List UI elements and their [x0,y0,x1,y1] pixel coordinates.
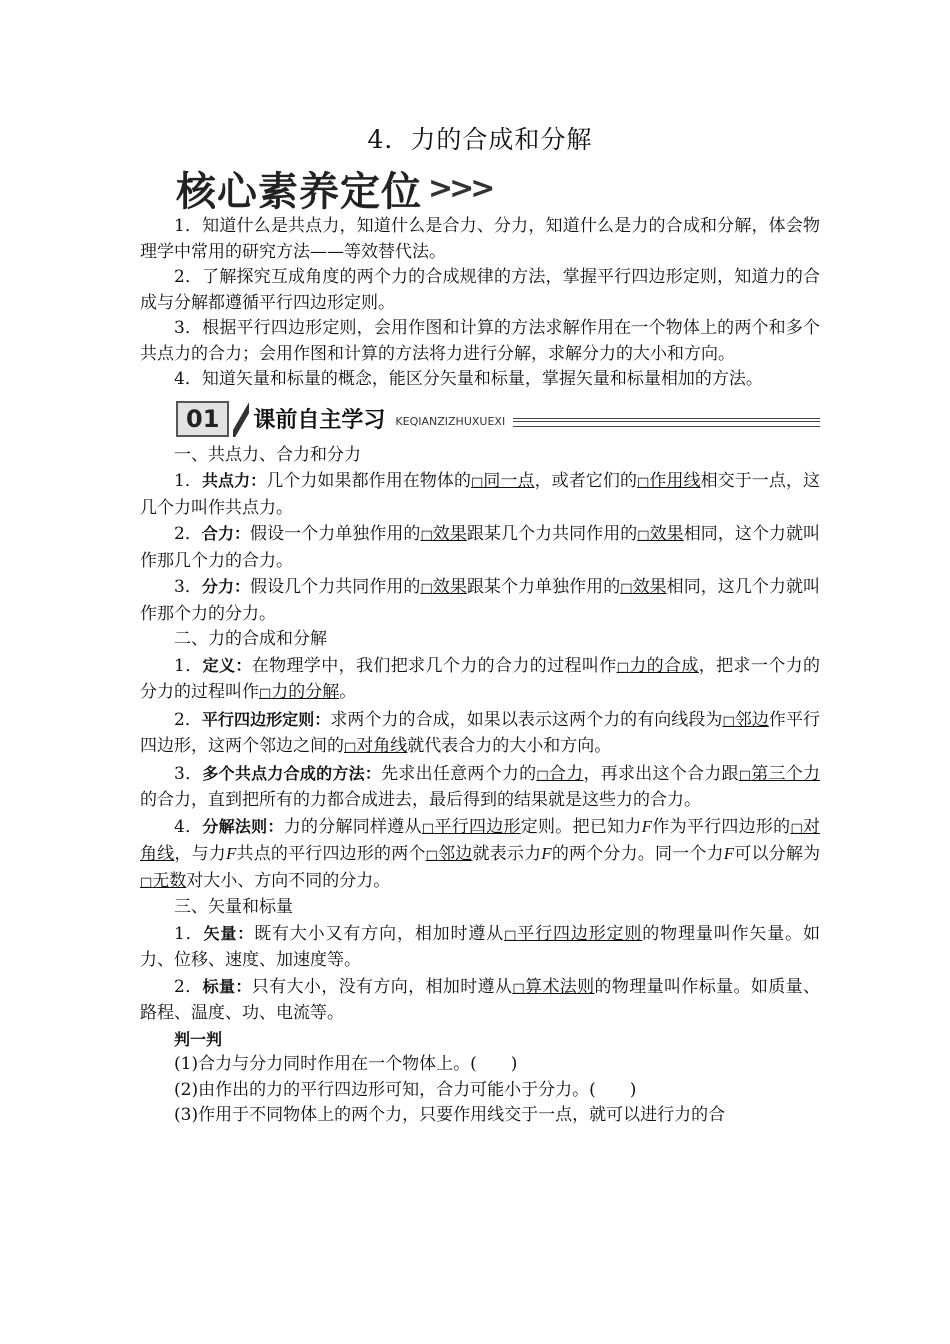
heading-3: 三、矢量和标量 [174,897,293,917]
scalar-para: 2．标量：只有大小，没有方向，相加时遵从□ 算术法则的物理量叫作标量。如质量、路程、温度、功、电流等。 [140,974,820,1027]
blank-answer: □ 第三个力 [739,764,820,784]
blank-answer: □ 效果 [420,577,466,597]
term: 定义： [202,655,252,675]
term: 矢量： [203,923,255,943]
blank-answer: □ 平行四边形定则 [504,924,642,944]
section-pinyin: KEQIANZIZHUXUEXI [395,415,506,428]
resultant-force-para: 2．合力：假设一个力单独作用的□ 效果跟某几个力共同作用的□ 效果相同，这个力就叫作那几个力的合力。 [140,521,820,574]
section-header [176,399,820,439]
blank-answer: □ 算术法则 [512,977,594,997]
term: 标量： [202,976,252,996]
blank-answer: □ 对角线 [344,736,407,756]
blank-answer: □ 对角线 [140,817,820,865]
blank-answer: □ 邻边 [426,844,473,864]
multi-force-para: 3．多个共点力合成的方法：先求出任意两个力的□ 合力，再求出这个合力跟□ 第三个力的合力，直到把所有的力都合成进去，最后得到的结果就是这些力的合力。 [140,761,820,814]
blank-answer: □ 效果 [620,577,666,597]
objective-2: 2．了解探究互成角度的两个力的合成规律的方法，掌握平行四边形定则，知道力的合成与分解都遵循平行四边形定则。 [140,267,820,313]
core-literacy-banner [176,162,820,214]
decomposition-rule-para: 4．分解法则：力的分解同样遵从□ 平行四边形定则。把已知力F作为平行四边形的□ 对角线，与力F共点的平行四边形的两个□ 邻边就表示力F的两个分力。同一个力F可以分解为□ 无数对大小、方向不同的分力。 [140,814,820,896]
term: 平行四边形定则： [201,709,331,729]
slash-icon [233,401,249,437]
blank-answer: □ 效果 [420,524,466,544]
document-page [140,120,820,1129]
term: 分解法则： [202,816,284,836]
page-title: 4．力的合成和分解 [367,125,593,154]
section-title: 课前自主学习 [253,408,386,433]
section-number: 01 [176,401,229,437]
parallelogram-rule-para: 2．平行四边形定则：求两个力的合成，如果以表示这两个力的有向线段为□ 邻边作平行四边形，这两个邻边之间的□ 对角线就代表合力的大小和方向。 [140,707,820,761]
judge-item: (3)作用于不同物体上的两个力，只要作用线交于一点，就可以进行力的合 [174,1105,726,1125]
judge-item: (2)由作出的力的平行四边形可知，合力可能小于分力。( ) [174,1079,637,1100]
blank-answer: □ 邻边 [722,710,768,730]
judge-item: (1)合力与分力同时作用在一个物体上。( ) [174,1054,518,1074]
blank-answer: □ 作用线 [637,471,701,491]
heading-2: 二、力的合成和分解 [174,629,327,649]
objective-4: 4．知道矢量和标量的概念，能区分矢量和标量，掌握矢量和标量相加的方法。 [174,369,763,389]
judge-title: 判一判 [174,1029,223,1049]
objective-3: 3．根据平行四边形定则，会用作图和计算的方法求解作用在一个物体上的两个和多个共点力的合力；会用作图和计算的方法将力进行分解，求解分力的大小和方向。 [140,318,820,364]
blank-answer: □ 合力 [536,764,583,784]
concurrent-force-para: 1．共点力：几个力如果都作用在物体的□ 同一点，或者它们的□ 作用线相交于一点，这几个力叫作共点力。 [140,468,820,521]
blank-answer: □ 无数 [140,871,186,891]
term: 合力： [201,524,251,543]
term: 共点力： [201,471,267,490]
vector-para: 1．矢量：既有大小又有方向，相加时遵从□ 平行四边形定则的物理量叫作矢量。如力、位移、速度、加速度等。 [140,921,820,974]
term: 多个共点力合成的方法： [202,763,382,783]
component-force-para: 3．分力：假设几个力共同作用的□ 效果跟某个力单独作用的□ 效果相同，这几个力就叫作那个力的分力。 [140,574,820,627]
section-rule [513,418,820,427]
heading-1: 一、共点力、合力和分力 [174,444,361,465]
blank-answer: □ 效果 [637,524,683,544]
definition-para: 1．定义：在物理学中，我们把求几个力的合力的过程叫作□ 力的合成，把求一个力的分力的过程叫作□ 力的分解。 [140,653,820,707]
blank-answer: □ 力的合成 [617,656,699,676]
objective-1: 1．知道什么是共点力，知道什么是合力、分力，知道什么是力的合成和分解，体会物理学中常用的研究方法——等效替代法。 [140,216,820,262]
blank-answer: □ 同一点 [471,471,535,491]
blank-answer: □ 平行四边形 [422,817,521,837]
term: 分力： [201,577,251,596]
core-literacy-title: 核心素养定位 [176,168,422,215]
blank-answer: □ 力的分解 [259,682,339,702]
chevron-right-icon: >>> [428,170,492,206]
